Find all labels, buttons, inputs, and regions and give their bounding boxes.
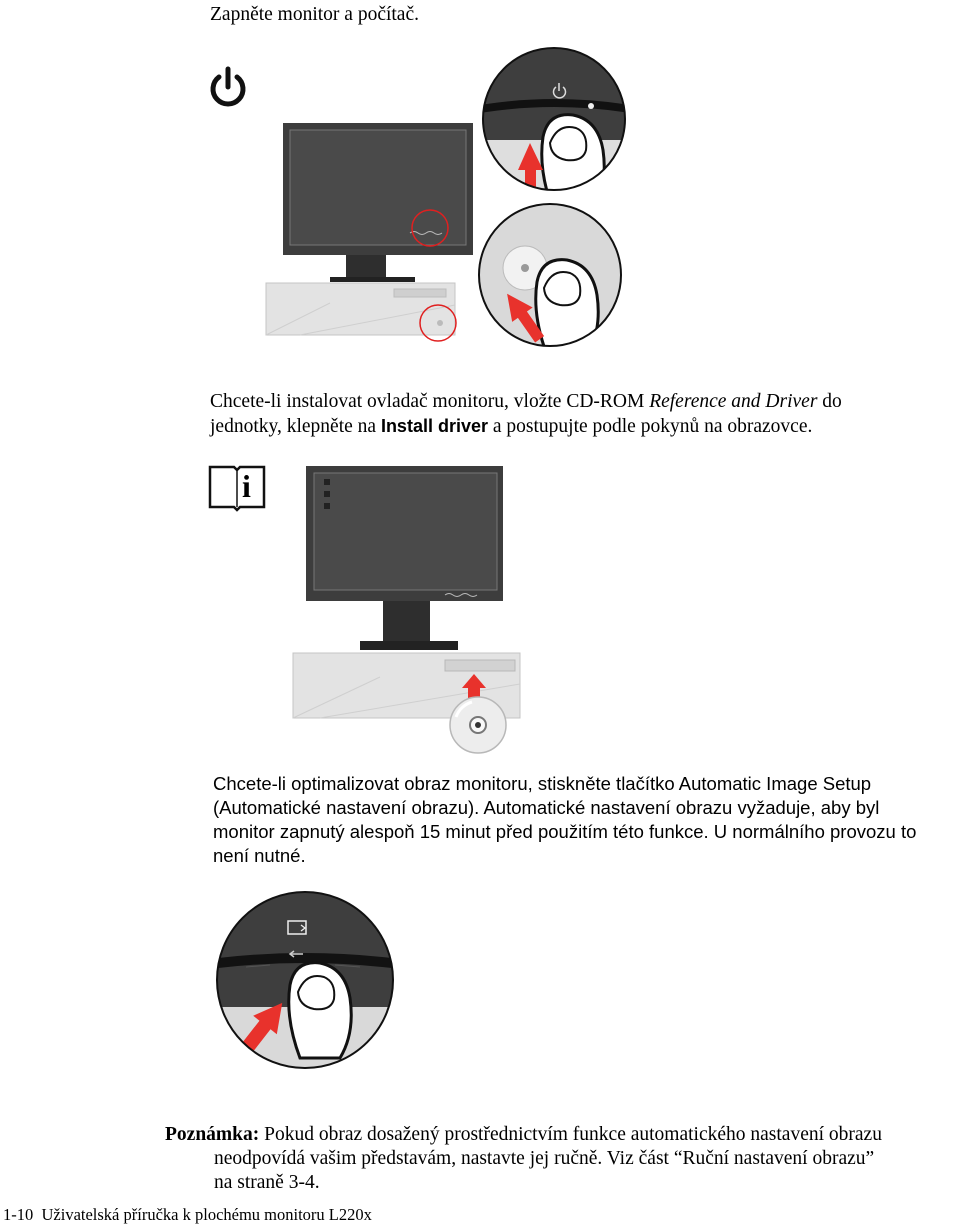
note-label: Poznámka: [165, 1124, 260, 1145]
cd-disc [450, 697, 506, 753]
step-autosetup-text: Chcete-li optimalizovat obraz monitoru, stiskněte tlačítko Automatic Image Setup (Automatické nastavení obrazu). Automatické nastavení obrazu vyžaduje, aby byl monitor zapnutý alespoň 15 minut před použitím této funkce. U normálního provozu to není nutné. [213, 773, 917, 866]
auto-setup-button-illustration [210, 885, 400, 1075]
page-footer [3, 1205, 372, 1225]
monitor-power-illustration [260, 45, 640, 350]
monitor-cd-illustration [290, 462, 530, 754]
note-block: Poznámka: Pokud obraz dosažený prostřednictvím funkce automatického nastavení obrazu neodpovídá vašim představám, nastavte jej ručně. Viz část “Ruční nastavení obrazu” na straně 3-4. [165, 1124, 882, 1193]
monitor-figure [306, 466, 503, 650]
footer-title: Uživatelská příručka k plochému monitoru L220x [41, 1205, 372, 1224]
monitor-power-zoom [480, 45, 630, 210]
install-driver-label: Install driver [380, 416, 488, 436]
monitor-figure [283, 123, 473, 282]
page-number: 1-10 [3, 1205, 34, 1224]
step-power-text: Zapněte monitor a počítač. [210, 4, 419, 25]
step-driver-text: Chcete-li instalovat ovladač monitoru, vložte CD-ROM Reference and Driver do jednotky, klepněte na Install driver a postupujte podle pokynů na obrazovce. [210, 391, 842, 437]
power-icon [205, 65, 251, 111]
info-book-icon: i [206, 462, 268, 512]
cd-title: Reference and Driver [649, 391, 818, 412]
computer-power-zoom [475, 200, 625, 355]
